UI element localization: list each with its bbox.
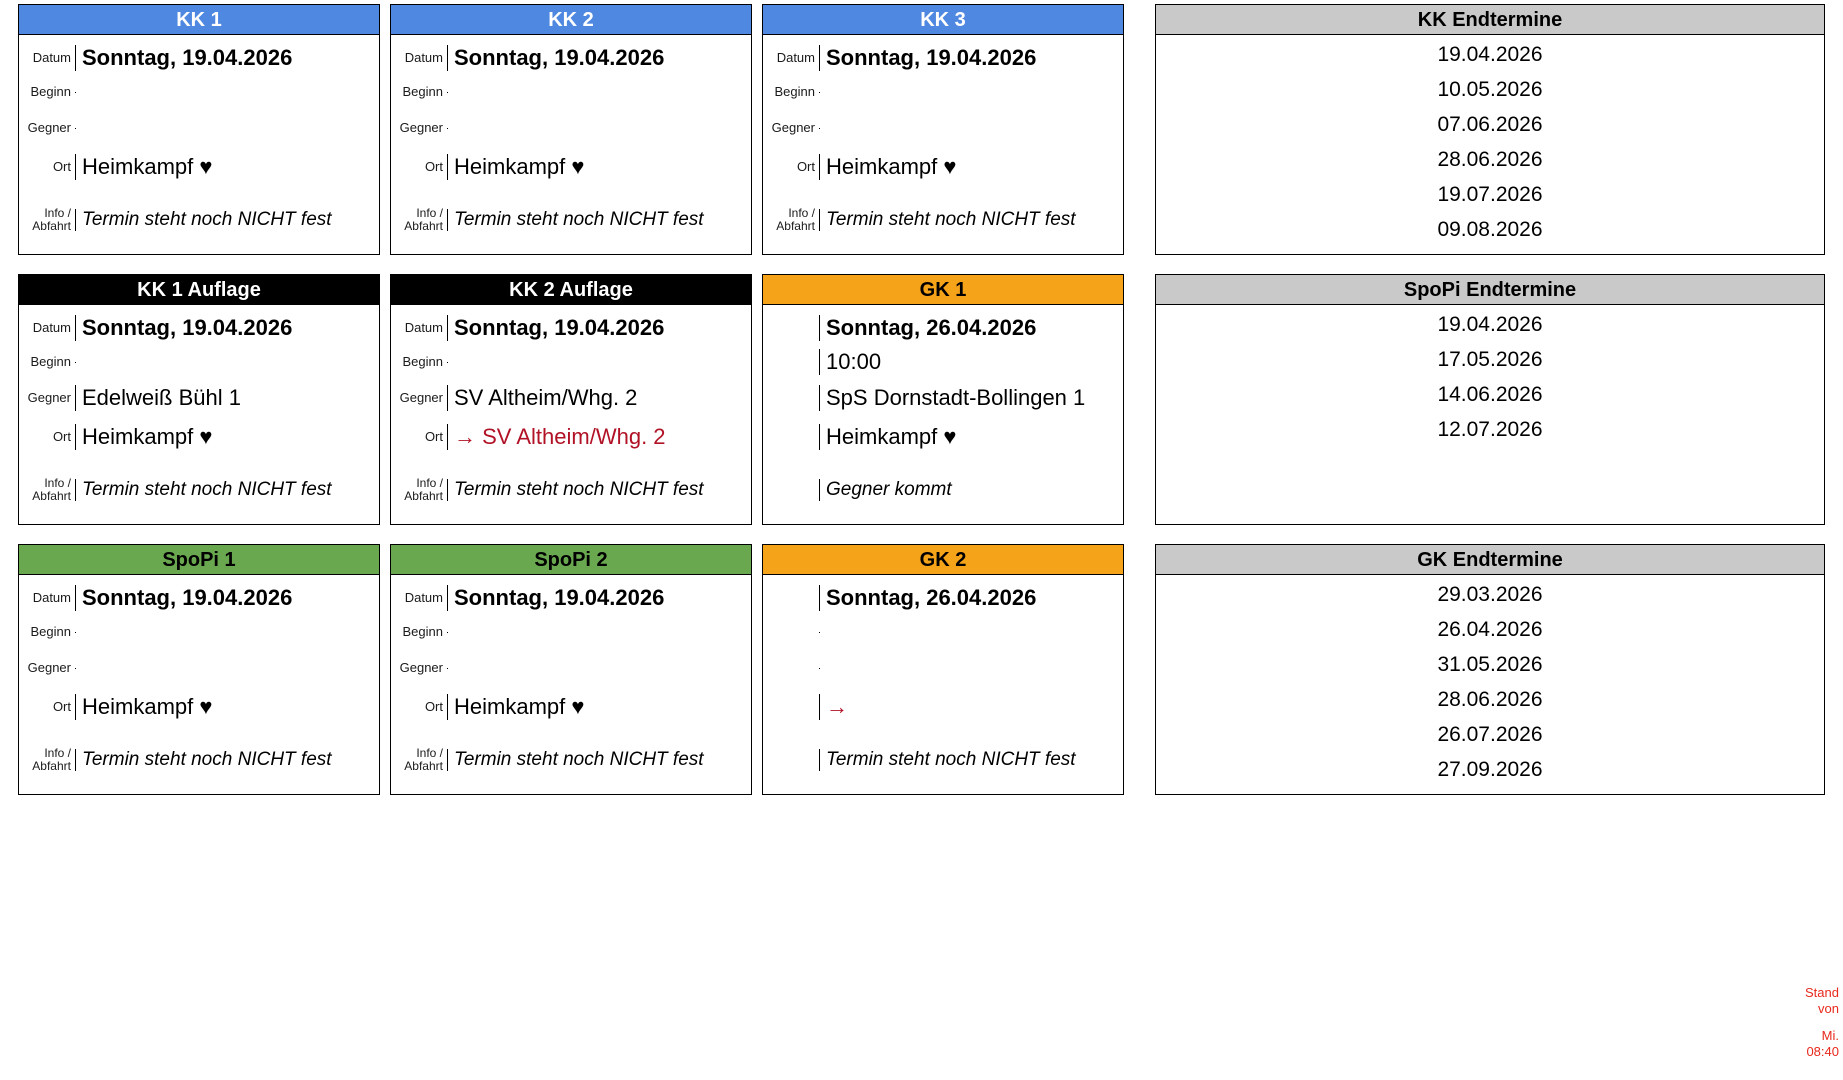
row-label-info-line2: Abfahrt (404, 759, 443, 773)
value-datum: Sonntag, 26.04.2026 (819, 585, 1123, 611)
row-label-beginn: Beginn (774, 84, 815, 100)
value-datum: Sonntag, 19.04.2026 (75, 45, 379, 71)
match-card-kk3 (762, 4, 1124, 255)
match-card-spopi2 (390, 544, 752, 795)
table-row: 28.06.2026 (1437, 688, 1543, 711)
value-beginn (75, 632, 379, 633)
card-body (762, 575, 1124, 795)
row-gegner (19, 379, 379, 417)
row-info (391, 471, 751, 509)
value-beginn (447, 632, 751, 633)
row-label-ort: Ort (796, 159, 815, 175)
value-info: Gegner kommt (819, 479, 1123, 501)
card-body (18, 575, 380, 795)
row-label-info-line1: Info / (44, 746, 71, 761)
value-gegner: Edelweiß Bühl 1 (75, 385, 379, 411)
row-datum (763, 41, 1123, 75)
card-title: KK 1 (18, 4, 380, 35)
row-info (763, 201, 1123, 239)
row-label-datum: Datum (404, 590, 443, 606)
status-stamp (1769, 985, 1839, 1060)
row-ort (391, 147, 751, 187)
value-datum: Sonntag, 19.04.2026 (75, 315, 379, 341)
row-label-beginn: Beginn (30, 624, 71, 640)
table-row: 28.06.2026 (1437, 148, 1543, 171)
value-info: Termin steht noch NICHT fest (75, 479, 379, 501)
value-info: Termin steht noch NICHT fest (447, 749, 751, 771)
value-info: Termin steht noch NICHT fest (447, 209, 751, 231)
row-gegner (391, 379, 751, 417)
deadline-table-kk (1155, 4, 1825, 255)
row-datum (19, 581, 379, 615)
row-label-info (19, 477, 75, 502)
row-label-info-line1: Info / (416, 476, 443, 491)
value-ort: Heimkampf ♥ (819, 424, 1123, 450)
table-row: 12.07.2026 (1437, 418, 1543, 441)
row-info (19, 741, 379, 779)
value-datum: Sonntag, 26.04.2026 (819, 315, 1123, 341)
table-row: 29.03.2026 (1437, 583, 1543, 606)
stamp-line-day: Mi. (1821, 1027, 1839, 1043)
card-title: KK 3 (762, 4, 1124, 35)
table-row: 19.04.2026 (1437, 43, 1543, 66)
value-gegner (447, 668, 751, 669)
row-datum (19, 311, 379, 345)
row-ort (763, 417, 1123, 457)
row-label-ort: Ort (52, 429, 71, 445)
row-beginn (19, 345, 379, 379)
table-row: 26.04.2026 (1437, 618, 1543, 641)
row-ort (763, 687, 1123, 727)
row-ort (19, 417, 379, 457)
table-body (1155, 35, 1825, 255)
row-beginn (391, 75, 751, 109)
stamp-line-stand: Stand (1805, 985, 1839, 1000)
row-info (391, 741, 751, 779)
table-row: 14.06.2026 (1437, 383, 1543, 406)
table-row: 31.05.2026 (1437, 653, 1543, 676)
value-ort: Heimkampf ♥ (75, 694, 379, 720)
row-label-info (19, 207, 75, 232)
row-label-datum: Datum (404, 50, 443, 66)
row-beginn (19, 615, 379, 649)
row-label-info-line1: Info / (416, 746, 443, 761)
row-ort (391, 687, 751, 727)
table-title: KK Endtermine (1155, 4, 1825, 35)
card-title: SpoPi 1 (18, 544, 380, 575)
row-label-gegner: Gegner (27, 120, 71, 136)
value-beginn (819, 632, 1123, 633)
value-beginn (447, 92, 751, 93)
value-ort: Heimkampf ♥ (75, 424, 379, 450)
value-gegner (819, 668, 1123, 669)
table-row: 19.07.2026 (1437, 183, 1543, 206)
value-gegner: SV Altheim/Whg. 2 (447, 385, 751, 411)
table-row: 27.09.2026 (1437, 758, 1543, 781)
value-datum: Sonntag, 19.04.2026 (75, 585, 379, 611)
row-info (19, 201, 379, 239)
value-info: Termin steht noch NICHT fest (819, 209, 1123, 231)
row-label-datum: Datum (404, 320, 443, 336)
row-label-ort: Ort (424, 429, 443, 445)
value-ort: → (819, 694, 1123, 720)
row-beginn (763, 615, 1123, 649)
card-title: GK 2 (762, 544, 1124, 575)
value-gegner (75, 668, 379, 669)
value-datum: Sonntag, 19.04.2026 (447, 45, 751, 71)
row-info (763, 741, 1123, 779)
row-label-datum: Datum (32, 50, 71, 66)
row-label-beginn: Beginn (402, 354, 443, 370)
row-ort (19, 687, 379, 727)
match-card-kk2 (390, 4, 752, 255)
row-gegner (391, 109, 751, 147)
row-beginn (763, 75, 1123, 109)
row-label-beginn: Beginn (402, 84, 443, 100)
row-gegner (763, 109, 1123, 147)
value-ort: Heimkampf ♥ (819, 154, 1123, 180)
row-label-datum: Datum (776, 50, 815, 66)
row-label-info-line2: Abfahrt (32, 489, 71, 503)
value-beginn (819, 92, 1123, 93)
value-ort: Heimkampf ♥ (447, 154, 751, 180)
match-card-kk1-auflage (18, 274, 380, 525)
value-info: Termin steht noch NICHT fest (75, 209, 379, 231)
row-label-ort: Ort (424, 699, 443, 715)
value-info: Termin steht noch NICHT fest (819, 749, 1123, 771)
row-beginn (391, 345, 751, 379)
card-title: KK 2 (390, 4, 752, 35)
card-title: KK 1 Auflage (18, 274, 380, 305)
value-ort: Heimkampf ♥ (447, 694, 751, 720)
card-body (390, 35, 752, 255)
match-card-gk2 (762, 544, 1124, 795)
value-ort: → SV Altheim/Whg. 2 (447, 424, 751, 450)
row-label-info-line1: Info / (416, 206, 443, 221)
card-body (18, 305, 380, 525)
card-title: SpoPi 2 (390, 544, 752, 575)
row-label-datum: Datum (32, 320, 71, 336)
row-label-gegner: Gegner (399, 120, 443, 136)
table-row: 26.07.2026 (1437, 723, 1543, 746)
value-beginn (75, 362, 379, 363)
row-datum (391, 581, 751, 615)
card-body (390, 305, 752, 525)
row-label-gegner: Gegner (399, 390, 443, 406)
deadline-table-gk (1155, 544, 1825, 795)
row-label-gegner: Gegner (27, 390, 71, 406)
card-body (762, 35, 1124, 255)
table-row: 09.08.2026 (1437, 218, 1543, 241)
card-body (390, 575, 752, 795)
row-label-info-line2: Abfahrt (404, 219, 443, 233)
row-gegner (19, 109, 379, 147)
row-ort (19, 147, 379, 187)
row-label-beginn: Beginn (30, 354, 71, 370)
table-row: 19.04.2026 (1437, 313, 1543, 336)
row-label-gegner: Gegner (27, 660, 71, 676)
row-label-info (763, 207, 819, 232)
row-ort (763, 147, 1123, 187)
table-body (1155, 575, 1825, 795)
row-label-datum: Datum (32, 590, 71, 606)
value-beginn (75, 92, 379, 93)
row-beginn (391, 615, 751, 649)
row-info (763, 471, 1123, 509)
value-datum: Sonntag, 19.04.2026 (447, 585, 751, 611)
row-datum (391, 41, 751, 75)
row-gegner (763, 379, 1123, 417)
row-datum (391, 311, 751, 345)
value-gegner (75, 128, 379, 129)
card-title: GK 1 (762, 274, 1124, 305)
value-datum: Sonntag, 19.04.2026 (819, 45, 1123, 71)
stamp-line-time: 08:40 (1806, 1043, 1839, 1059)
row-label-beginn: Beginn (30, 84, 71, 100)
row-info (19, 471, 379, 509)
match-card-kk2-auflage (390, 274, 752, 525)
row-beginn (763, 345, 1123, 379)
row-label-ort: Ort (52, 159, 71, 175)
match-card-kk1 (18, 4, 380, 255)
match-card-gk1 (762, 274, 1124, 525)
value-beginn: 10:00 (819, 349, 1123, 375)
card-title: KK 2 Auflage (390, 274, 752, 305)
table-row: 07.06.2026 (1437, 113, 1543, 136)
table-row: 17.05.2026 (1437, 348, 1543, 371)
stamp-line-von: von (1818, 1001, 1839, 1017)
value-gegner (819, 128, 1123, 129)
table-title: SpoPi Endtermine (1155, 274, 1825, 305)
row-label-info-line1: Info / (44, 206, 71, 221)
row-label-info (391, 477, 447, 502)
row-label-info (391, 747, 447, 772)
match-card-spopi1 (18, 544, 380, 795)
row-info (391, 201, 751, 239)
row-datum (19, 41, 379, 75)
table-title: GK Endtermine (1155, 544, 1825, 575)
table-body (1155, 305, 1825, 525)
row-beginn (19, 75, 379, 109)
value-datum: Sonntag, 19.04.2026 (447, 315, 751, 341)
row-label-info (19, 747, 75, 772)
table-row: 10.05.2026 (1437, 78, 1543, 101)
row-gegner (19, 649, 379, 687)
row-label-info-line1: Info / (788, 206, 815, 221)
row-ort (391, 417, 751, 457)
deadline-tables (1155, 4, 1825, 814)
value-info: Termin steht noch NICHT fest (447, 479, 751, 501)
value-gegner: SpS Dornstadt-Bollingen 1 (819, 385, 1123, 411)
stamp-spacer (1769, 1018, 1839, 1028)
match-card-grid (18, 4, 1124, 795)
value-ort: Heimkampf ♥ (75, 154, 379, 180)
row-label-info-line2: Abfahrt (32, 759, 71, 773)
deadline-table-spopi (1155, 274, 1825, 525)
row-label-info-line2: Abfahrt (776, 219, 815, 233)
row-label-info-line2: Abfahrt (32, 219, 71, 233)
row-label-info (391, 207, 447, 232)
row-gegner (391, 649, 751, 687)
row-label-info-line2: Abfahrt (404, 489, 443, 503)
row-label-gegner: Gegner (771, 120, 815, 136)
value-info: Termin steht noch NICHT fest (75, 749, 379, 771)
value-beginn (447, 362, 751, 363)
row-label-beginn: Beginn (402, 624, 443, 640)
row-datum (763, 581, 1123, 615)
row-gegner (763, 649, 1123, 687)
row-label-info-line1: Info / (44, 476, 71, 491)
row-label-gegner: Gegner (399, 660, 443, 676)
row-label-ort: Ort (52, 699, 71, 715)
row-datum (763, 311, 1123, 345)
row-label-ort: Ort (424, 159, 443, 175)
card-body (18, 35, 380, 255)
value-gegner (447, 128, 751, 129)
card-body (762, 305, 1124, 525)
